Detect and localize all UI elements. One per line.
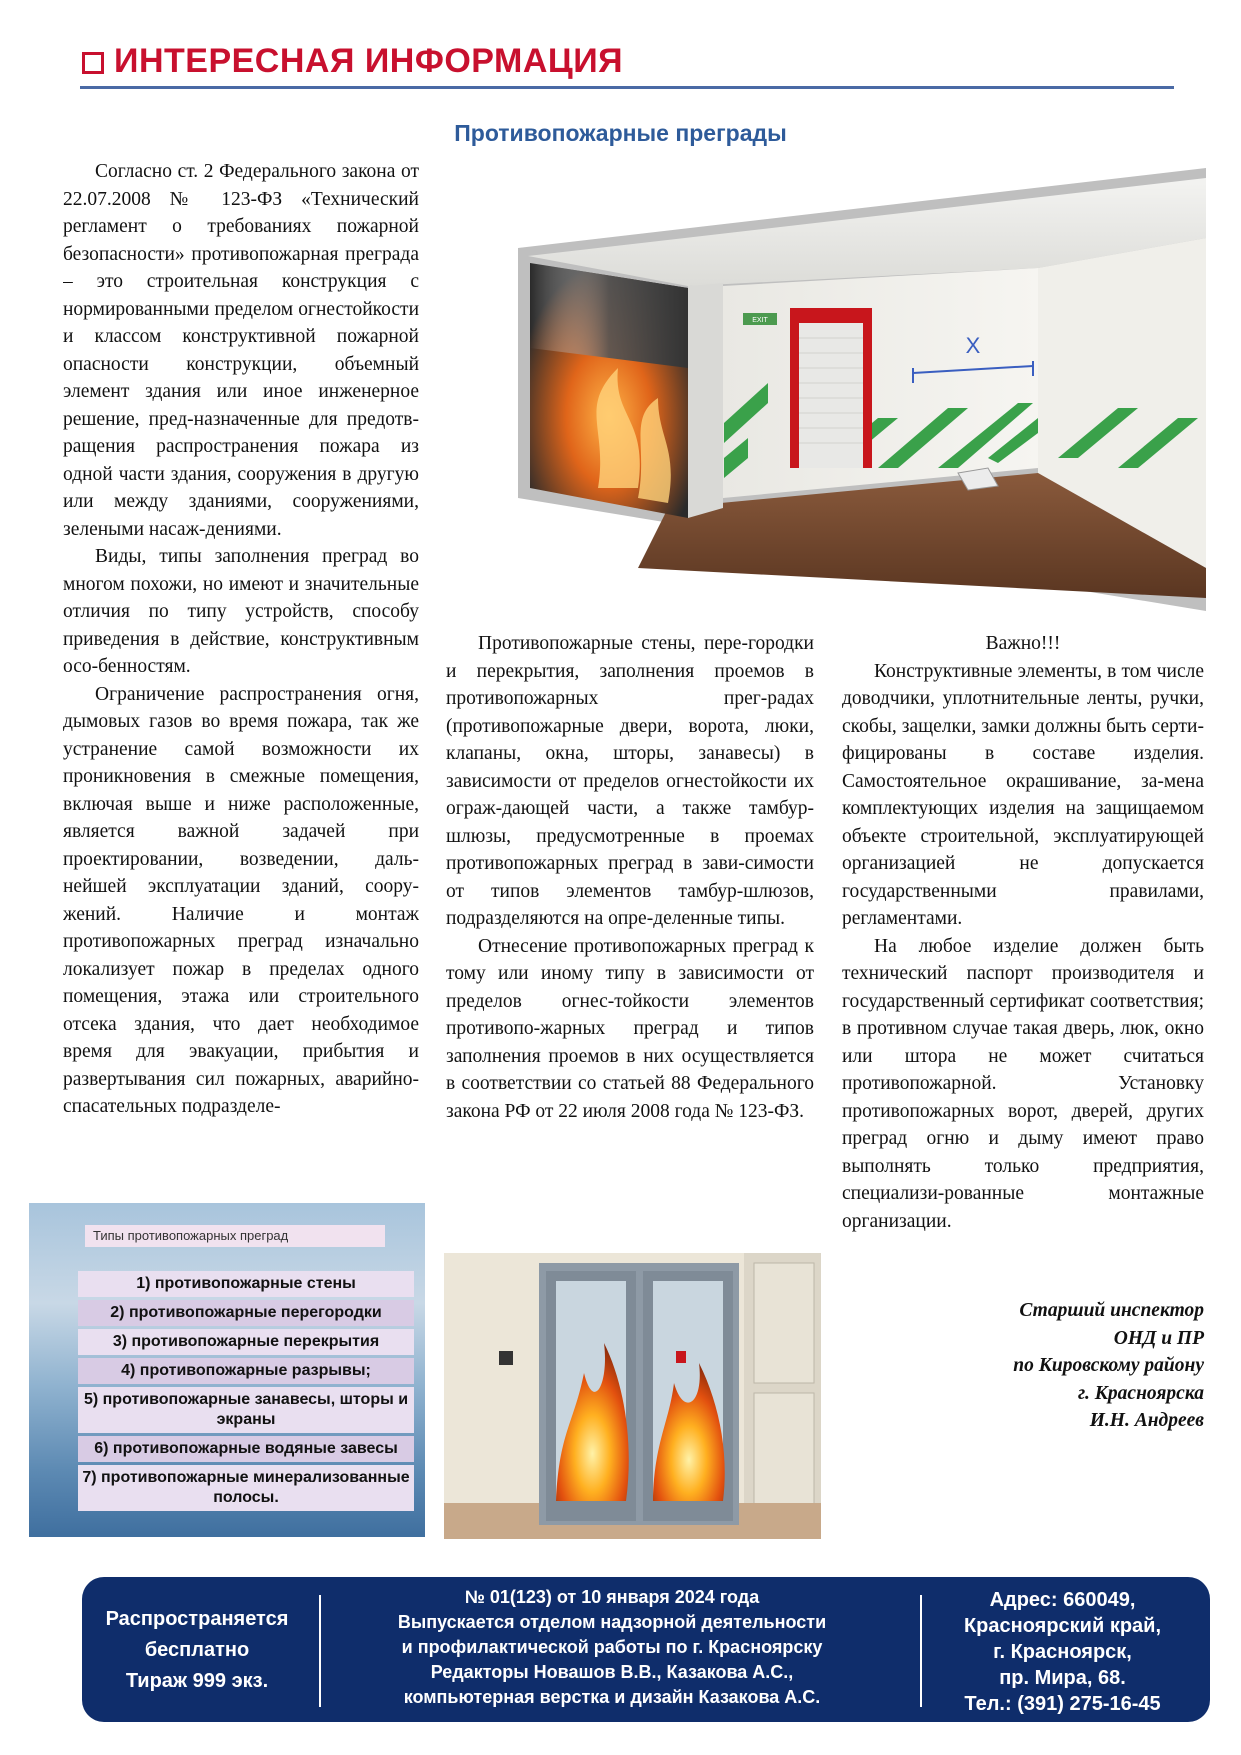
paragraph: Согласно ст. 2 Федерального закона от 22.07.2008 № 123-ФЗ «Технический регламент о требованиях пожарной безопасности» противопожарная преграда – это строительная конструкция с нормированными пределом огнестойкости и классом конструктивной пожарной опасности конструкции, объемный элемент здания или иное инженерное решение, пред-назначенные для предотв-ращения распространения пожара из одной части здания, сооружения в другую или между зданиями, сооружениями, зелеными насаж-дениями.	[63, 161, 419, 540]
important-label: Важно!!!	[985, 633, 1061, 654]
svg-text:EXIT: EXIT	[752, 317, 768, 324]
paragraph: Конструктивные элементы, в том числе доводчики, уплотнительные ленты, ручки, скобы, защелки, замки должны быть серти-фицированы в составе изделия. Самостоятельное окрашивание, за-мена комплектующих изделия на защищаемом объекте строительной, эксплуатирующей организацией не допускается государственными правилами, регламентами.	[842, 660, 1204, 929]
footer-bar	[82, 1577, 1210, 1722]
footer-line: г. Красноярск,	[993, 1641, 1132, 1663]
footer-line: Адрес: 660049,	[989, 1589, 1136, 1611]
footer-line: пр. Мира, 68.	[999, 1667, 1126, 1689]
text-column-2	[446, 630, 814, 1125]
section-header-text: ИНТЕРЕСНАЯ ИНФОРМАЦИЯ	[114, 42, 624, 80]
list-item: 4) противопожарные разрывы;	[78, 1358, 414, 1384]
section-header	[82, 42, 623, 81]
footer-line: № 01(123) от 10 января 2024 года	[464, 1587, 760, 1607]
article-title	[0, 120, 1241, 147]
list-item: 1) противопожарные стены	[78, 1271, 414, 1297]
paragraph: Отнесение противопожарных преград к тому или иному типу в зависимости от пределов огнес-тойкости элементов противопо-жарных преград и типов заполнения проемов в них осуществляется в соответствии со статьей 88 Федерального закона РФ от 22 июля 2008 года № 123-ФЗ.	[446, 935, 814, 1122]
footer-address	[930, 1587, 1195, 1717]
list-item: 3) противопожарные перекрытия	[78, 1329, 414, 1355]
footer-line: и профилактической работы по г. Красноярску	[401, 1637, 823, 1657]
text-column-3	[842, 630, 1204, 1235]
paragraph: На любое изделие должен быть технический паспорт производителя и государственный сертификат соответствия; в противном случае такая дверь, люк, окно или штора не может считаться противопожарной. Установку противопожарных ворот, дверей, других преград огню и дыму имеют право выполнять только предприятия, специализи-рованные монтажные организации.	[842, 935, 1204, 1232]
footer-distribution	[102, 1604, 292, 1697]
signature-line: Старший инспектор	[1019, 1300, 1204, 1321]
footer-line: Тел.: (391) 275-16-45	[964, 1693, 1161, 1715]
barrier-types-panel	[29, 1203, 425, 1537]
paragraph: Ограничение распространения огня, дымовых газов во время пожара, так же устранение самой возможности их проникновения в смежные помещения, включая выше и ниже расположенные, является важной задачей при проектировании, возведении, даль-нейшей эксплуатации зданий, соору-жений. Наличие и монтаж противопожарных преград изначально локализует пожар в пределах одного помещения, этажа или строительного отсека здания, что дает необходимое время для эвакуации, прибытия и развертывания сил пожарных, аварийно-спасательных подразделе-	[63, 683, 419, 1117]
signature-line: И.Н. Андреев	[1089, 1410, 1204, 1431]
barrier-types-title: Типы противопожарных преград	[85, 1225, 385, 1247]
footer-line: Распространяется	[105, 1608, 289, 1630]
list-item: 7) противопожарные минерализованные полосы.	[78, 1465, 414, 1511]
footer-line: Выпускается отделом надзорной деятельности	[397, 1612, 827, 1632]
footer-publication-info	[332, 1585, 892, 1710]
list-item: 2) противопожарные перегородки	[78, 1300, 414, 1326]
text-column-1	[63, 158, 419, 1204]
footer-line: бесплатно	[144, 1639, 250, 1661]
footer-divider	[319, 1595, 321, 1707]
paragraph: Противопожарные стены, пере-городки и перекрытия, заполнения проемов в противопожарных прег-радах (противопожарные двери, ворота, люки, клапаны, окна, шторы, занавесы) в зависимости от пределов огнестойкости их ограж-дающей части, а также тамбур-шлюзы, предусмотренные в проемах противопожарных преград в зави-симости от типов элементов тамбур-шлюзов, подразделяются на опре-деленные типы.	[446, 633, 814, 929]
article-title-text: Противопожарные преграды	[454, 120, 787, 146]
signature-line: по Кировскому району	[1013, 1355, 1204, 1376]
footer-line: Тираж 999 экз.	[125, 1670, 269, 1692]
list-item: 6) противопожарные водяные завесы	[78, 1436, 414, 1462]
barrier-types-list	[78, 1271, 414, 1514]
signature-line: г. Красноярска	[1078, 1382, 1204, 1404]
paragraph: Виды, типы заполнения преград во многом похожи, но имеют и значительные отличия по типу устройств, способу приведения в действие, конструктивным осо-бенностям.	[63, 546, 419, 677]
footer-line: компьютерная верстка и дизайн Казакова А.С.	[403, 1687, 821, 1707]
footer-divider	[920, 1595, 922, 1707]
svg-text:X: X	[965, 333, 981, 358]
list-item: 5) противопожарные занавесы, шторы и экраны	[78, 1387, 414, 1433]
footer-line: Редакторы Новашов В.В., Казакова А.С.,	[430, 1662, 794, 1682]
header-rule	[80, 86, 1174, 89]
fire-door-photo	[444, 1253, 821, 1539]
signature-line: ОНД и ПР	[1113, 1327, 1204, 1349]
fire-barrier-illustration	[518, 168, 1206, 611]
checkbox-bullet-icon	[82, 52, 104, 74]
footer-line: Красноярский край,	[963, 1615, 1162, 1637]
signature-block	[900, 1297, 1204, 1435]
